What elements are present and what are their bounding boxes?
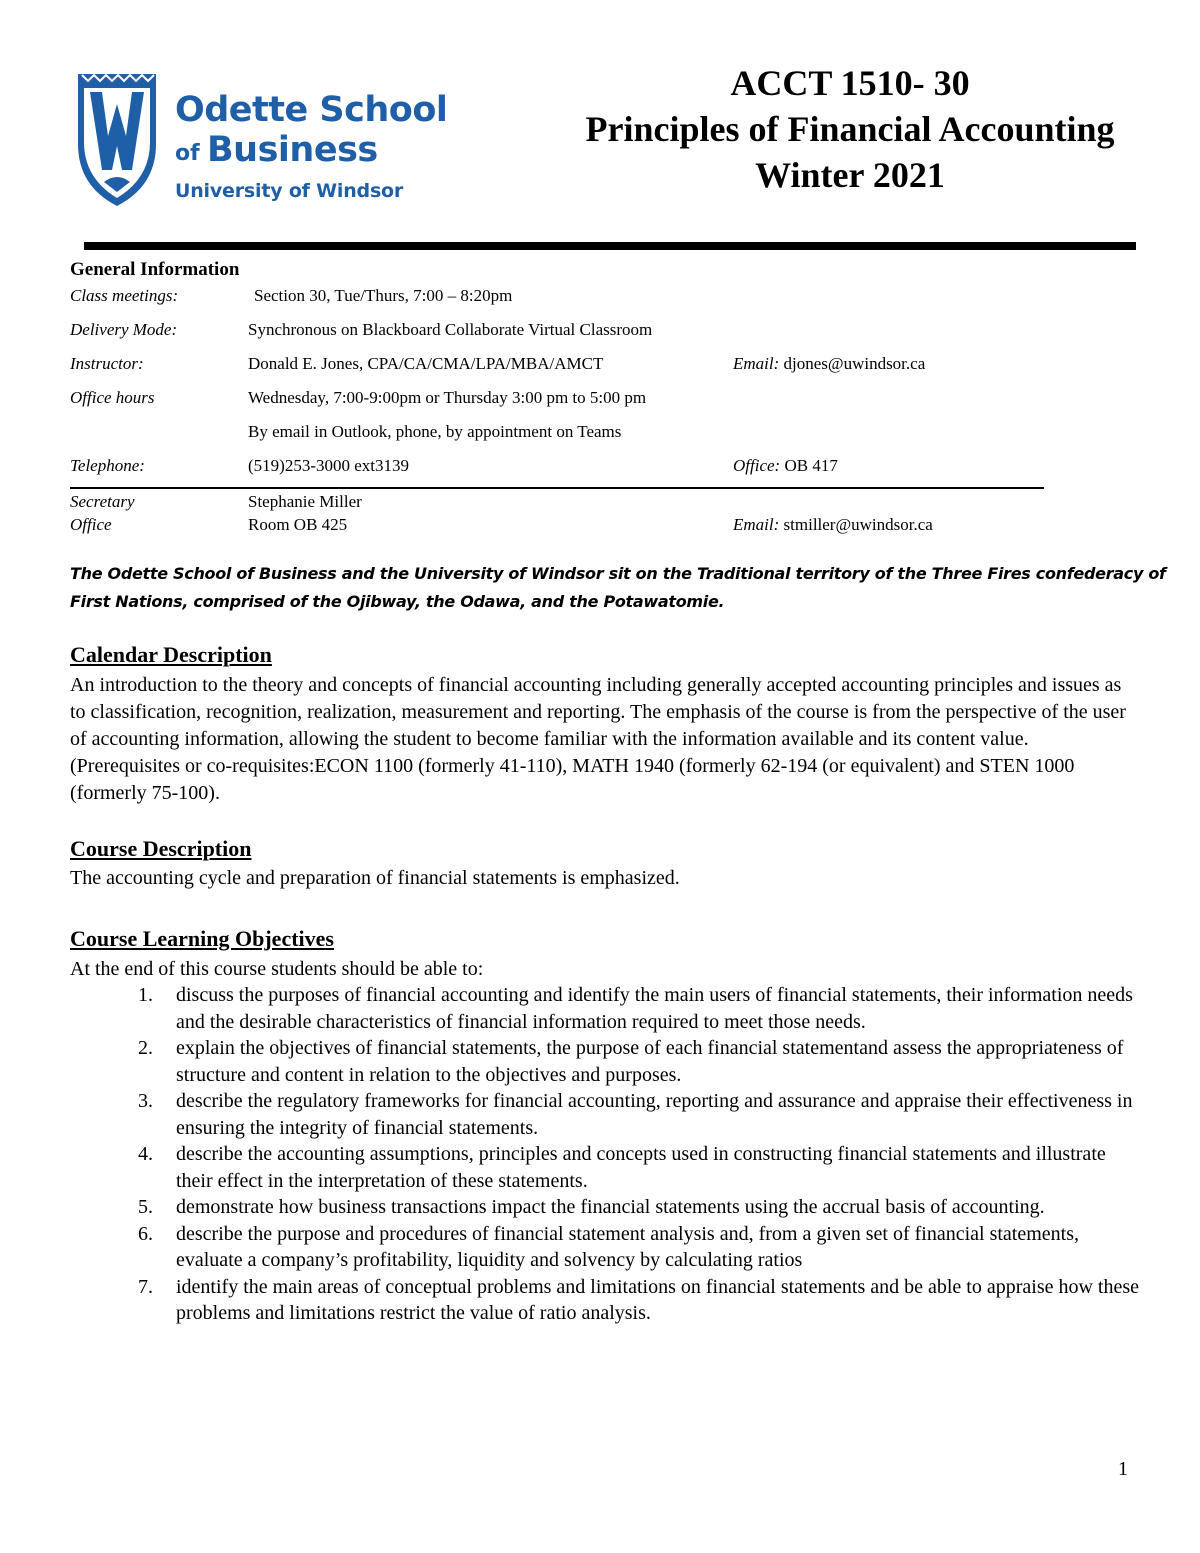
email-label: Email: (733, 515, 780, 534)
calendar-description-text: An introduction to the theory and concepts of financial accounting including generally accepted accounting principles and issues as to classification, recognition, realization, measurement and reporting. The emphasis of the course is from the perspective of the user of accounting information, allowing the student to become familiar with the information available and its content value. (Prerequisites or co-requisites:ECON 1100 (formerly 41-110), MATH 1940 (formerly 62-194 (or equivalent) and STEN 1000 (formerly 75-100). (70, 674, 1126, 804)
header-divider (84, 242, 1136, 250)
delivery-mode-label: Delivery Mode: (70, 320, 178, 339)
list-item-text: explain the objectives of financial statements, the purpose of each financial statementand assess the appropriateness of structure and content in relation to the objectives and purposes. (176, 1037, 1124, 1086)
list-item (70, 1141, 1140, 1194)
instructor-email-value[interactable]: djones@uwindsor.ca (783, 354, 926, 373)
list-item-text: describe the purpose and procedures of financial statement analysis and, from a given set of financial statements, evaluate a company’s profitability, liquidity and solvency by calculating ratios (176, 1222, 1080, 1271)
logo-of: of (175, 141, 200, 166)
list-item-text: discuss the purposes of financial accounting and identify the main users of financial statements, their information needs and the desirable characteristics of financial information required to meet those needs. (176, 984, 1133, 1033)
list-item-number: 2. (138, 1037, 153, 1059)
instructor-value: Donald E. Jones, CPA/CA/CMA/LPA/MBA/AMCT (248, 354, 604, 373)
list-item-number: 7. (138, 1275, 153, 1298)
telephone-value: (519)253-3000 ext3139 (248, 456, 410, 475)
list-item-number: 3. (138, 1090, 153, 1112)
logo-line-business: Business (207, 130, 378, 170)
class-meetings-value: Section 30, Tue/Thurs, 7:00 – 8:20pm (254, 286, 513, 305)
email-label: Email: (733, 354, 780, 373)
list-item-text: describe the accounting assumptions, principles and concepts used in constructing financial statements and illustrate their effect in the interpretation of these statements. (176, 1143, 1106, 1192)
page-number: 1 (1118, 1458, 1128, 1480)
list-item-number: 5. (138, 1196, 153, 1218)
secretary-office-value: Room OB 425 (248, 515, 348, 534)
list-item-text: demonstrate how business transactions impact the financial statements using the accrual basis of accounting. (176, 1196, 1045, 1218)
secretary-email[interactable] (733, 515, 933, 535)
list-item-text: identify the main areas of conceptual problems and limitations on financial statements and be able to appraise how these problems and limitations restrict the value of ratio analysis. (176, 1275, 1140, 1324)
learning-objectives-heading: Course Learning Objectives (70, 926, 334, 951)
list-item (70, 1035, 1140, 1088)
telephone-label: Telephone: (70, 456, 145, 475)
course-title (540, 60, 1160, 198)
list-item-text: describe the regulatory frameworks for financial accounting, reporting and assurance and appraise their effectiveness in ensuring the integrity of financial statements. (176, 1090, 1133, 1139)
logo-line-university: University of Windsor (175, 180, 404, 202)
office-location (733, 456, 838, 476)
shield-crest-icon (74, 74, 160, 209)
office-value: OB 417 (784, 456, 838, 475)
logo-line-odette-school: Odette School (175, 90, 448, 130)
list-item-number: 4. (138, 1143, 153, 1165)
odette-logo (74, 74, 448, 209)
secretary-office-label: Office (70, 515, 112, 534)
office-hours-value-2: By email in Outlook, phone, by appointment on Teams (248, 422, 622, 441)
list-item (70, 1194, 1140, 1221)
instructor-label: Instructor: (70, 354, 144, 373)
course-description-text: The accounting cycle and preparation of financial statements is emphasized. (70, 867, 680, 889)
instructor-email[interactable] (733, 354, 925, 374)
list-item-number: 1. (138, 984, 153, 1006)
course-term: Winter 2021 (755, 155, 945, 195)
course-description-heading: Course Description (70, 836, 252, 861)
class-meetings-label: Class meetings: (70, 286, 179, 305)
delivery-mode-value: Synchronous on Blackboard Collaborate Virtual Classroom (248, 320, 653, 339)
list-item (70, 1274, 1140, 1327)
secretary-label: Secretary (70, 492, 135, 511)
list-item (70, 1088, 1140, 1141)
course-name: Principles of Financial Accounting (585, 109, 1115, 149)
course-code: ACCT 1510- 30 (730, 63, 970, 103)
list-item (70, 1221, 1140, 1274)
office-label: Office: (733, 456, 781, 475)
learning-objectives-list (70, 982, 1140, 1327)
land-acknowledgement: The Odette School of Business and the University of Windsor sit on the Traditional territory of the Three Fires confederacy of First Nations, comprised of the Ojibway, the Odawa, and the Potawatomie. (70, 564, 1166, 611)
learning-objectives-intro: At the end of this course students should be able to: (70, 958, 484, 980)
office-hours-value: Wednesday, 7:00-9:00pm or Thursday 3:00 pm to 5:00 pm (248, 388, 647, 407)
info-divider (70, 487, 1044, 489)
general-info-heading: General Information (70, 259, 240, 280)
secretary-value: Stephanie Miller (248, 492, 362, 511)
calendar-description-heading: Calendar Description (70, 642, 272, 667)
office-hours-label: Office hours (70, 388, 155, 407)
list-item-number: 6. (138, 1222, 153, 1245)
secretary-email-value[interactable]: stmiller@uwindsor.ca (783, 515, 933, 534)
list-item (70, 982, 1140, 1035)
